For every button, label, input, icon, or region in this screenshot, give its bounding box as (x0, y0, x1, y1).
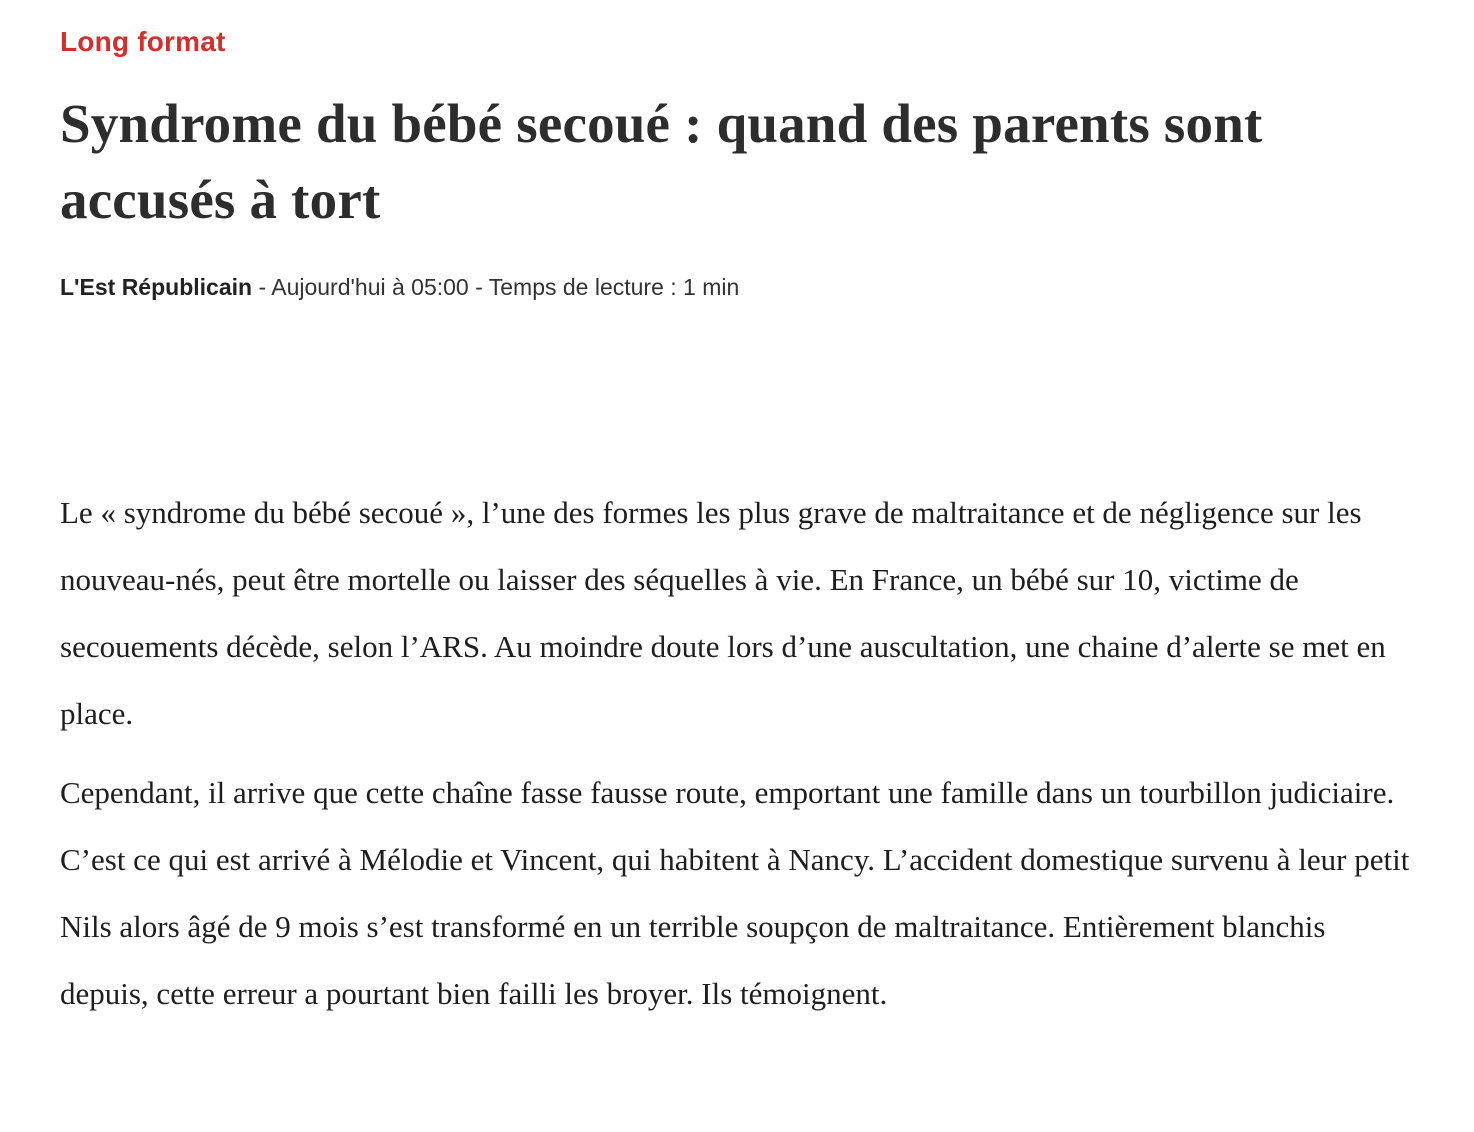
article-body (60, 479, 1414, 1027)
article-paragraph-2: Cependant, il arrive que cette chaîne fasse fausse route, emportant une famille dans un tourbillon judiciaire. C’est ce qui est arrivé à Mélodie et Vincent, qui habitent à Nancy. L’accident domestique survenu à leur petit Nils alors âgé de 9 mois s’est transformé en un terrible soupçon de maltraitance. Entièrement blanchis depuis, cette erreur a pourtant bien failli les broyer. Ils témoignent. (60, 774, 1410, 1011)
byline-meta: - Aujourd'hui à 05:00 - Temps de lecture : 1 min (258, 273, 740, 300)
article-headline: Syndrome du bébé secoué : quand des parents sont accusés à tort (60, 93, 1263, 230)
byline (60, 274, 1414, 301)
category-link-long-format[interactable]: Long format (60, 26, 226, 57)
byline-source: L'Est Républicain (60, 273, 253, 300)
article-paragraph-1: Le « syndrome du bébé secoué », l’une des formes les plus grave de maltraitance et de négligence sur les nouveau-nés, peut être mortelle ou laisser des séquelles à vie. En France, un bébé sur 10, victime de secouements décède, selon l’ARS. Au moindre doute lors d’une auscultation, une chaine d’alerte se met en place. (60, 494, 1386, 731)
